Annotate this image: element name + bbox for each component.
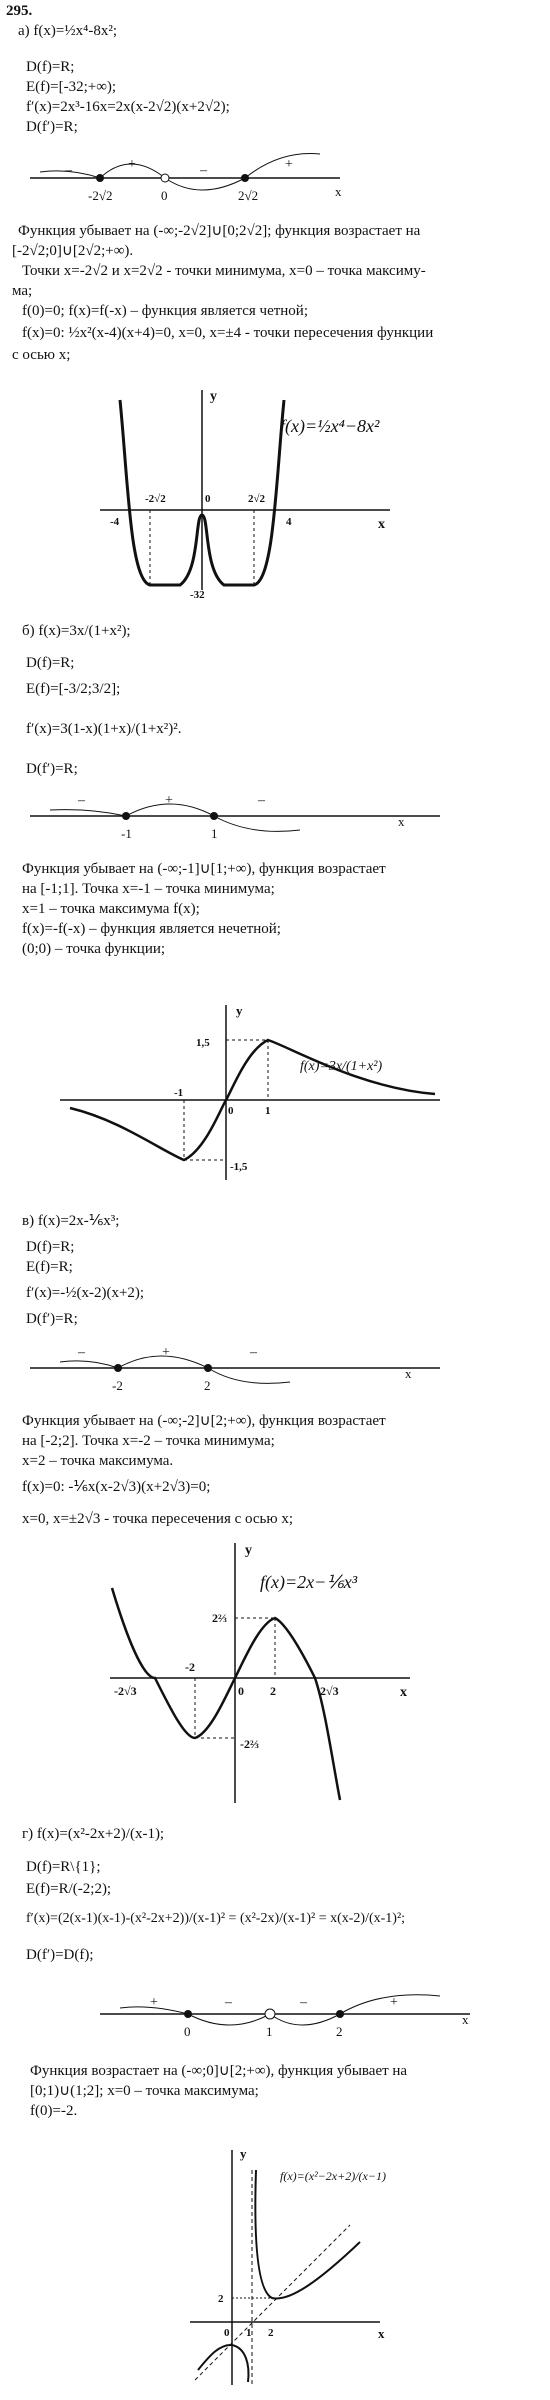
part-b-sign-diagram	[0, 778, 550, 848]
graph-d-xlabel: x	[378, 2326, 385, 2341]
sign-c-3: –	[250, 1345, 257, 1360]
sign-b-3: –	[258, 793, 265, 808]
part-c-text2: на [-2;2]. Точка x=-2 – точка минимума;	[22, 1433, 275, 1449]
part-d-graph	[180, 2130, 400, 2390]
part-c-sign-diagram	[0, 1330, 550, 1400]
part-b-graph	[60, 1000, 450, 1190]
part-a-text6: f(x)=0: ½x²(x-4)(x+4)=0, x=0, x=±4 - точки пересечения функции	[22, 325, 434, 341]
graph-c-formula: f(x)=2x−⅙x³	[260, 1572, 358, 1592]
graph-a-tick-2: -2√2	[145, 493, 166, 505]
graph-c-tick-2: -2√3	[114, 1684, 137, 1698]
part-a-text7: с осью x;	[12, 347, 71, 363]
graph-a-tick-3: 0	[205, 493, 211, 505]
part-a-text1: Функция убывает на (-∞;-2√2]∪[0;2√2]; функция возрастает на	[18, 223, 421, 239]
sign-a-2: +	[128, 157, 136, 172]
graph-b-tick-5: -1,5	[230, 1161, 248, 1173]
part-b-domain: D(f)=R;	[26, 655, 75, 671]
part-a-text4: ма;	[12, 283, 33, 299]
graph-c-ylabel: y	[245, 1543, 252, 1558]
part-c-text4: f(x)=0: -⅙x(x-2√3)(x+2√3)=0;	[22, 1479, 211, 1495]
axis-d-point-1: 0	[184, 2024, 191, 2039]
part-d-text2: [0;1)∪(1;2]; x=0 – точка максимума;	[30, 2083, 259, 2099]
part-c-text3: x=2 – точка максимума.	[22, 1453, 174, 1469]
part-c-text1: Функция убывает на (-∞;-2]∪[2;+∞), функция возрастает	[22, 1413, 386, 1429]
part-c-text5: x=0, x=±2√3 - точка пересечения с осью x;	[22, 1511, 294, 1527]
sign-d-2: –	[225, 1995, 232, 2010]
sign-a-3: –	[200, 163, 207, 178]
part-d-derivative: f′(x)=(2(x-1)(x-1)-(x²-2x+2))/(x-1)² = (x²-2x)/(x-1)² = x(x-2)/(x-1)²;	[26, 1911, 406, 1926]
part-b-range: E(f)=[-3/2;3/2];	[26, 681, 121, 697]
part-b-text1: Функция убывает на (-∞;-1]∪[1;+∞), функция возрастает	[22, 861, 386, 877]
sign-a-4: +	[285, 157, 293, 172]
graph-c-tick-4: 0	[238, 1684, 244, 1698]
part-b-text2: на [-1;1]. Точка x=-1 – точка минимума;	[22, 881, 275, 897]
part-a-text2: [-2√2;0]∪[2√2;+∞).	[12, 243, 134, 259]
graph-d-formula: f(x)=(x²−2x+2)/(x−1)	[280, 2169, 386, 2183]
graph-b-ylabel: y	[236, 1003, 243, 1018]
graph-c-tick-3: -2	[185, 1660, 195, 1674]
part-d-text3: f(0)=-2.	[30, 2103, 78, 2119]
graph-b-formula: f(x)=3x/(1+x²)	[300, 1059, 383, 1074]
part-c-deriv-domain: D(f′)=R;	[26, 1311, 78, 1327]
axis-b-point-1: -1	[121, 826, 132, 841]
part-d-sign-diagram	[0, 1976, 550, 2046]
part-d-text1: Функция возрастает на (-∞;0]∪[2;+∞), функция убывает на	[30, 2063, 408, 2079]
part-b-text5: (0;0) – точка функции;	[22, 941, 166, 957]
part-a-deriv-domain: D(f′)=R;	[26, 119, 78, 135]
sign-d-4: +	[390, 1995, 398, 2010]
axis-c-point-2: 2	[204, 1378, 211, 1393]
graph-d-tick-3: 1	[246, 2327, 252, 2339]
part-a-graph	[90, 380, 420, 600]
graph-a-formula: f(x)=½x⁴−8x²	[280, 416, 380, 436]
part-c-range: E(f)=R;	[26, 1259, 73, 1275]
graph-d-ylabel: y	[240, 2146, 247, 2161]
sign-b-1: –	[78, 793, 85, 808]
part-d-range: E(f)=R/(-2;2);	[26, 1881, 112, 1897]
graph-b-tick-4: 1	[265, 1105, 271, 1117]
part-b-deriv-domain: D(f′)=R;	[26, 761, 78, 777]
graph-c-tick-1: 2⅔	[212, 1611, 227, 1625]
graph-c-tick-6: 2√3	[320, 1684, 339, 1698]
graph-d-tick-2: 0	[224, 2327, 230, 2339]
part-c-domain: D(f)=R;	[26, 1239, 75, 1255]
part-a-sign-diagram	[0, 140, 550, 210]
axis-c-label: x	[405, 1366, 412, 1381]
sign-d-3: –	[300, 1995, 307, 2010]
sign-c-2: +	[162, 1345, 170, 1360]
graph-c-tick-5: 2	[270, 1684, 276, 1698]
axis-a-label: x	[335, 184, 342, 199]
graph-b-tick-2: -1	[174, 1087, 184, 1099]
axis-c-point-1: -2	[112, 1378, 123, 1393]
graph-c-xlabel: x	[400, 1685, 407, 1700]
sign-c-1: –	[78, 1345, 85, 1360]
part-d-deriv-domain: D(f′)=D(f);	[26, 1947, 94, 1963]
sign-b-2: +	[165, 793, 173, 808]
graph-b-tick-3: 0	[228, 1105, 234, 1117]
axis-a-point-3: 2√2	[238, 188, 259, 203]
graph-a-tick-1: -4	[110, 516, 120, 528]
part-a-text5: f(0)=0; f(x)=f(-x) – функция является четной;	[22, 303, 309, 319]
axis-b-point-2: 1	[211, 826, 218, 841]
sign-d-1: +	[150, 1995, 158, 2010]
axis-d-point-2: 1	[266, 2024, 273, 2039]
part-d-domain: D(f)=R\{1};	[26, 1859, 101, 1875]
part-b-function: б) f(x)=3x/(1+x²);	[22, 623, 131, 639]
part-b-text3: x=1 – точка максимума f(x);	[22, 901, 200, 917]
part-d-function: г) f(x)=(x²-2x+2)/(x-1);	[22, 1826, 165, 1842]
graph-d-tick-1: 2	[218, 2293, 224, 2305]
part-c-graph	[100, 1538, 430, 1808]
axis-b-label: x	[398, 814, 405, 829]
part-a-derivative: f′(x)=2x³-16x=2x(x-2√2)(x+2√2);	[26, 99, 230, 115]
graph-a-tick-4: 2√2	[248, 493, 266, 505]
graph-d-tick-4: 2	[268, 2327, 274, 2339]
part-a-text3: Точки x=-2√2 и x=2√2 - точки минимума, x=0 – точка максиму-	[22, 263, 426, 279]
sign-a-1: –	[65, 163, 72, 178]
part-a-range: E(f)=[-32;+∞);	[26, 79, 117, 95]
part-c-derivative: f′(x)=-½(x-2)(x+2);	[26, 1285, 145, 1301]
axis-d-point-3: 2	[336, 2024, 343, 2039]
part-a-function: а) f(x)=½x⁴-8x²;	[18, 23, 117, 39]
part-b-derivative: f′(x)=3(1-x)(1+x)/(1+x²)².	[26, 721, 182, 737]
graph-a-xlabel: x	[378, 517, 385, 532]
axis-a-point-1: -2√2	[88, 188, 113, 203]
part-b-text4: f(x)=-f(-x) – функция является нечетной;	[22, 921, 281, 937]
axis-d-label: x	[462, 2012, 469, 2027]
graph-b-tick-1: 1,5	[196, 1037, 210, 1049]
graph-a-tick-5: 4	[286, 516, 292, 528]
graph-c-tick-7: -2⅔	[240, 1737, 259, 1751]
graph-a-ylabel: y	[210, 389, 217, 404]
part-c-function: в) f(x)=2x-⅙x³;	[22, 1213, 120, 1229]
graph-a-tick-6: -32	[190, 589, 205, 601]
problem-number: 295.	[6, 3, 33, 19]
axis-a-point-2: 0	[161, 188, 168, 203]
part-a-domain: D(f)=R;	[26, 59, 75, 75]
